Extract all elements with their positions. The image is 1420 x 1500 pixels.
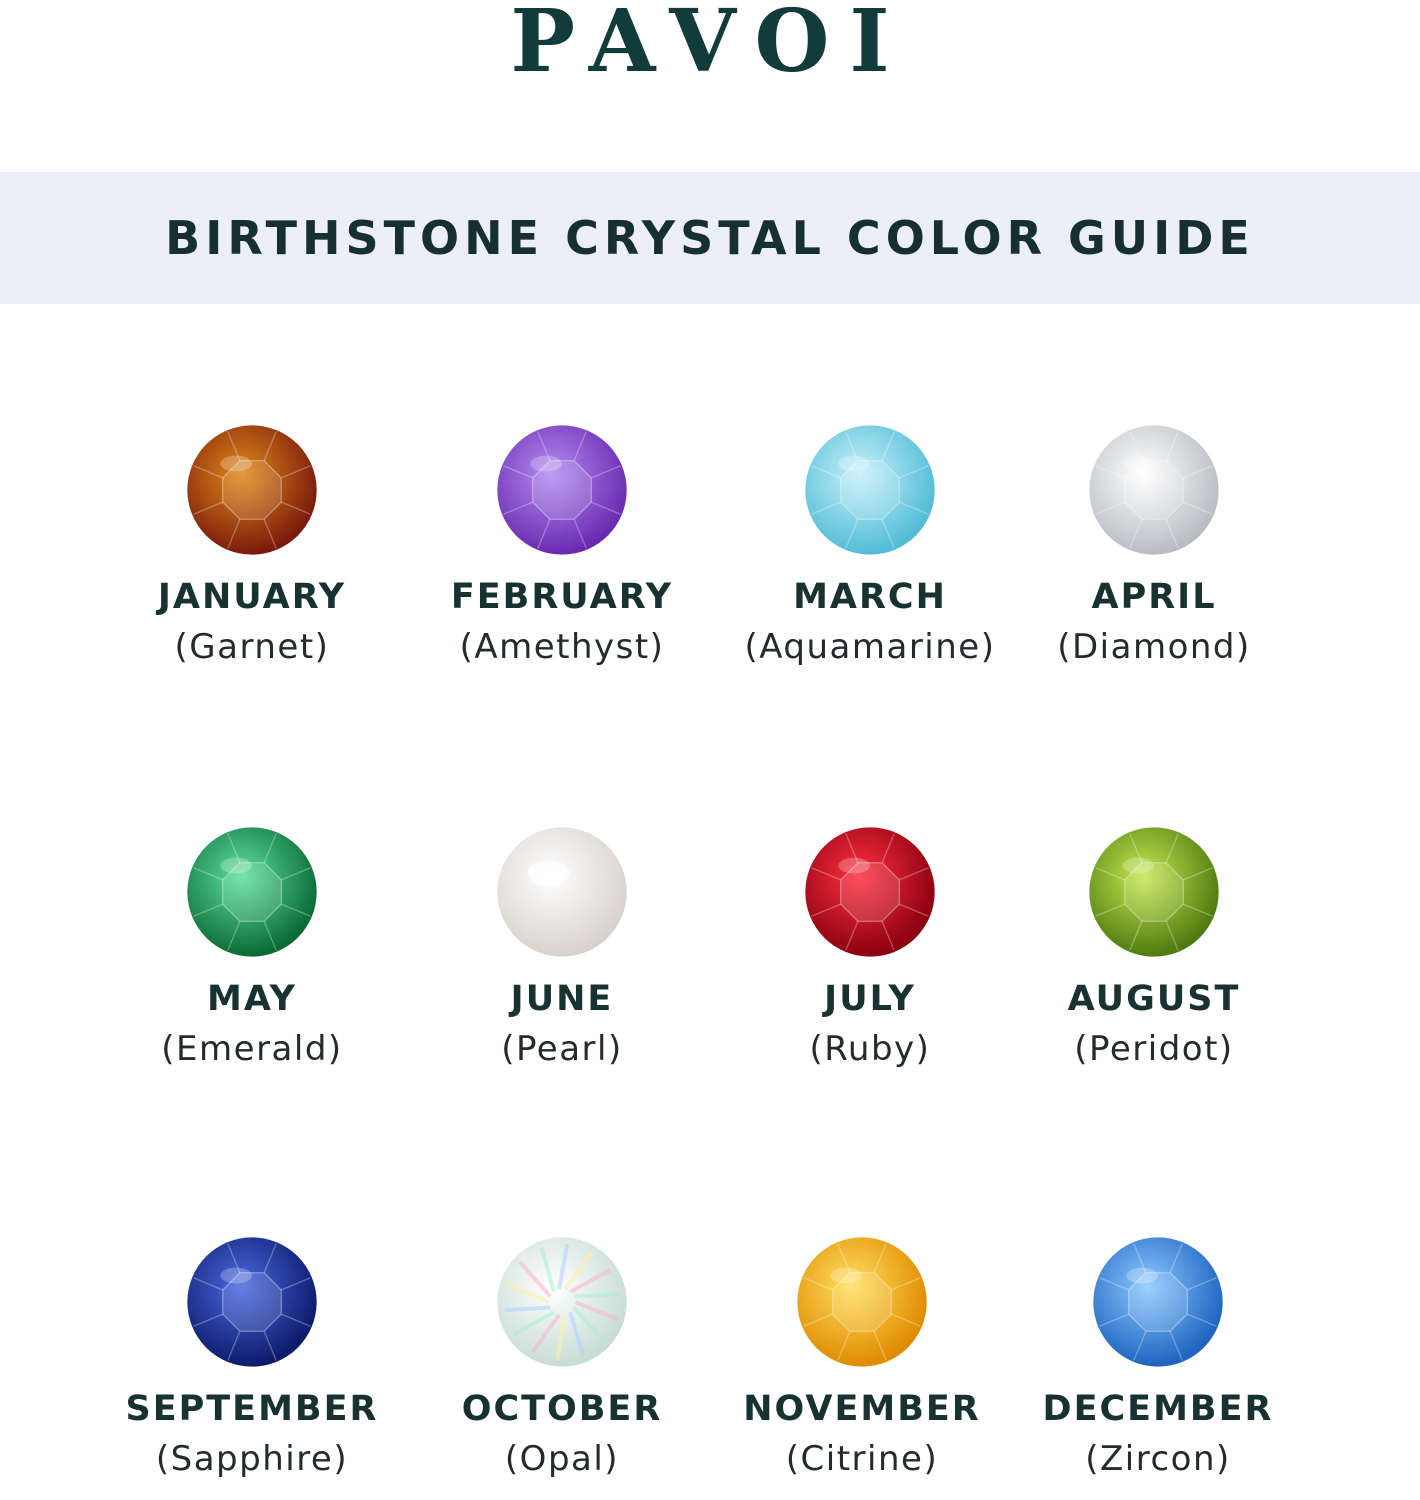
diamond-gem-icon [1088,424,1220,556]
brand-header [0,0,1420,110]
birthstone-card-august [994,826,1314,1070]
aquamarine-gem-icon [804,424,936,556]
birthstone-card-november [702,1236,1022,1480]
month-label: JUNE [510,979,614,1019]
stone-label: (Peridot) [1074,1029,1234,1069]
month-label: SEPTEMBER [125,1389,379,1429]
stone-label: (Diamond) [1057,627,1251,667]
month-label: APRIL [1091,577,1217,617]
birthstone-card-july [710,826,1030,1070]
month-label: DECEMBER [1042,1389,1274,1429]
peridot-gem-icon [1088,826,1220,958]
month-label: JULY [824,979,916,1019]
month-label: AUGUST [1067,979,1241,1019]
ruby-gem-icon [804,826,936,958]
birthstone-card-march [710,424,1030,668]
stone-label: (Emerald) [161,1029,343,1069]
stone-label: (Ruby) [809,1029,931,1069]
pearl-gem-icon [496,826,628,958]
birthstone-card-january [92,424,412,668]
stone-label: (Zircon) [1085,1439,1231,1479]
stone-label: (Aquamarine) [744,627,996,667]
stone-label: (Garnet) [174,627,330,667]
month-label: OCTOBER [461,1389,663,1429]
stone-label: (Opal) [504,1439,620,1479]
zircon-gem-icon [1092,1236,1224,1368]
title-banner [0,172,1420,304]
month-label: MAY [207,979,297,1019]
birthstone-card-september [92,1236,412,1480]
opal-gem-icon [496,1236,628,1368]
birthstone-card-december [998,1236,1318,1480]
emerald-gem-icon [186,826,318,958]
birthstone-card-october [402,1236,722,1480]
month-label: MARCH [793,577,947,617]
stone-label: (Sapphire) [155,1439,349,1479]
garnet-gem-icon [186,424,318,556]
month-label: FEBRUARY [450,577,674,617]
amethyst-gem-icon [496,424,628,556]
stone-label: (Amethyst) [459,627,665,667]
month-label: NOVEMBER [743,1389,981,1429]
brand-logo: PAVOI [510,0,910,92]
stone-label: (Citrine) [785,1439,939,1479]
birthstone-card-may [92,826,412,1070]
birthstone-card-june [402,826,722,1070]
birthstone-card-february [402,424,722,668]
stone-label: (Pearl) [501,1029,623,1069]
month-label: JANUARY [157,577,347,617]
birthstone-card-april [994,424,1314,668]
page-title: BIRTHSTONE CRYSTAL COLOR GUIDE [165,211,1255,265]
sapphire-gem-icon [186,1236,318,1368]
citrine-gem-icon [796,1236,928,1368]
